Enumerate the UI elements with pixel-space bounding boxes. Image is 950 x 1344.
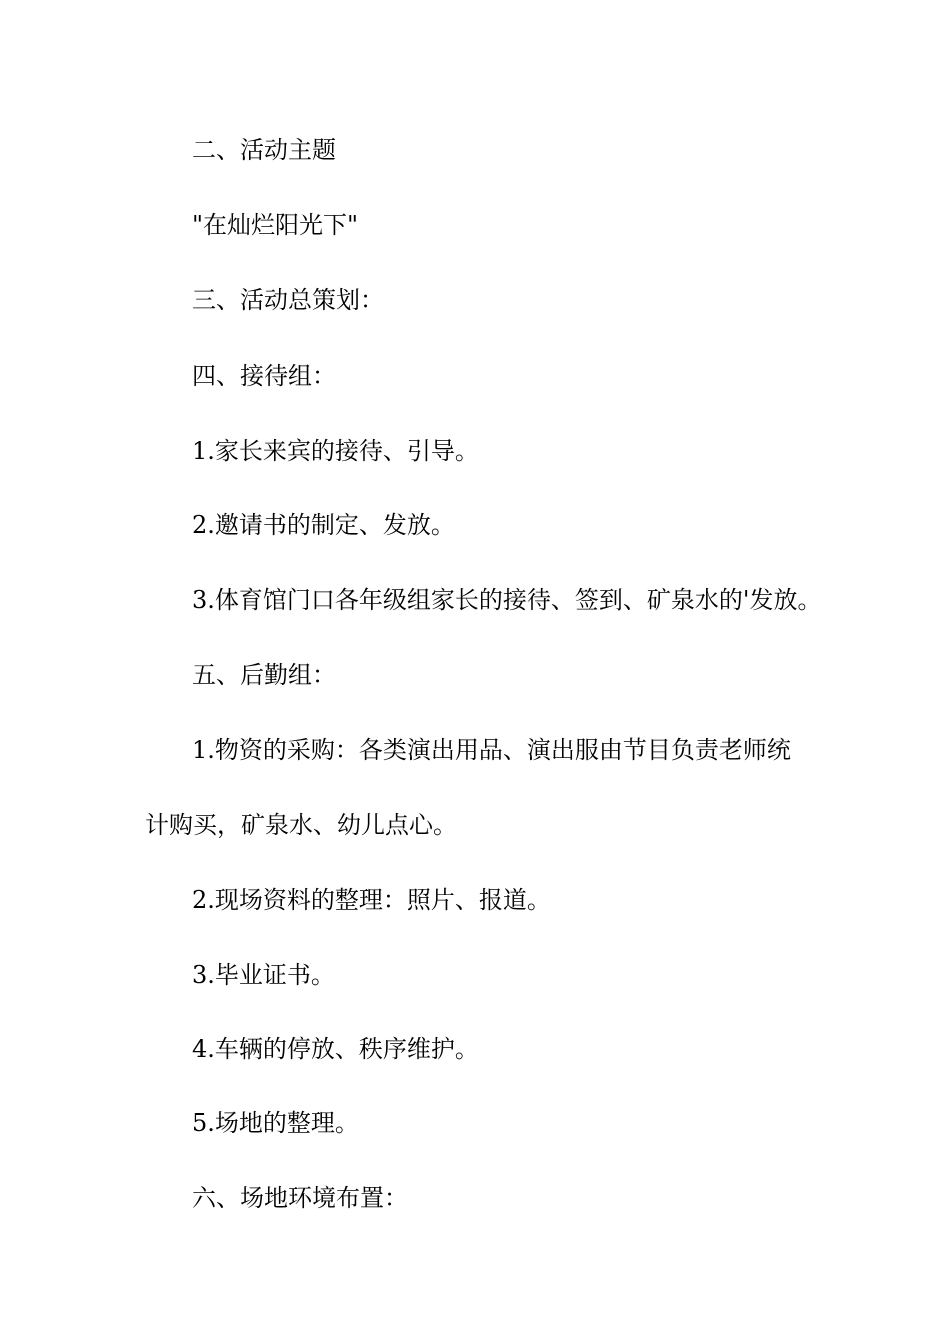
list-item: 1.家长来宾的接待、引导。 xyxy=(192,437,479,465)
section-heading-logistics: 五、后勤组： xyxy=(192,661,336,689)
list-item: 2.邀请书的制定、发放。 xyxy=(192,511,455,539)
section-heading-venue: 六、场地环境布置： xyxy=(192,1184,408,1212)
list-item: 3.体育馆门口各年级组家长的接待、签到、矿泉水的'发放。 xyxy=(192,586,822,614)
section-heading-reception: 四、接待组： xyxy=(192,362,336,390)
list-item: 1.物资的采购：各类演出用品、演出服由节目负责老师统 xyxy=(192,736,791,764)
list-item: 4.车辆的停放、秩序维护。 xyxy=(192,1035,479,1063)
list-item: 5.场地的整理。 xyxy=(192,1109,359,1137)
section-heading-theme: 二、活动主题 xyxy=(192,136,336,164)
list-item: 2.现场资料的整理：照片、报道。 xyxy=(192,886,551,914)
list-item-continuation: 计购买，矿泉水、幼儿点心。 xyxy=(145,811,457,839)
theme-text: "在灿烂阳光下" xyxy=(192,211,359,239)
list-item: 3.毕业证书。 xyxy=(192,961,335,989)
section-heading-planning: 三、活动总策划： xyxy=(192,286,384,314)
